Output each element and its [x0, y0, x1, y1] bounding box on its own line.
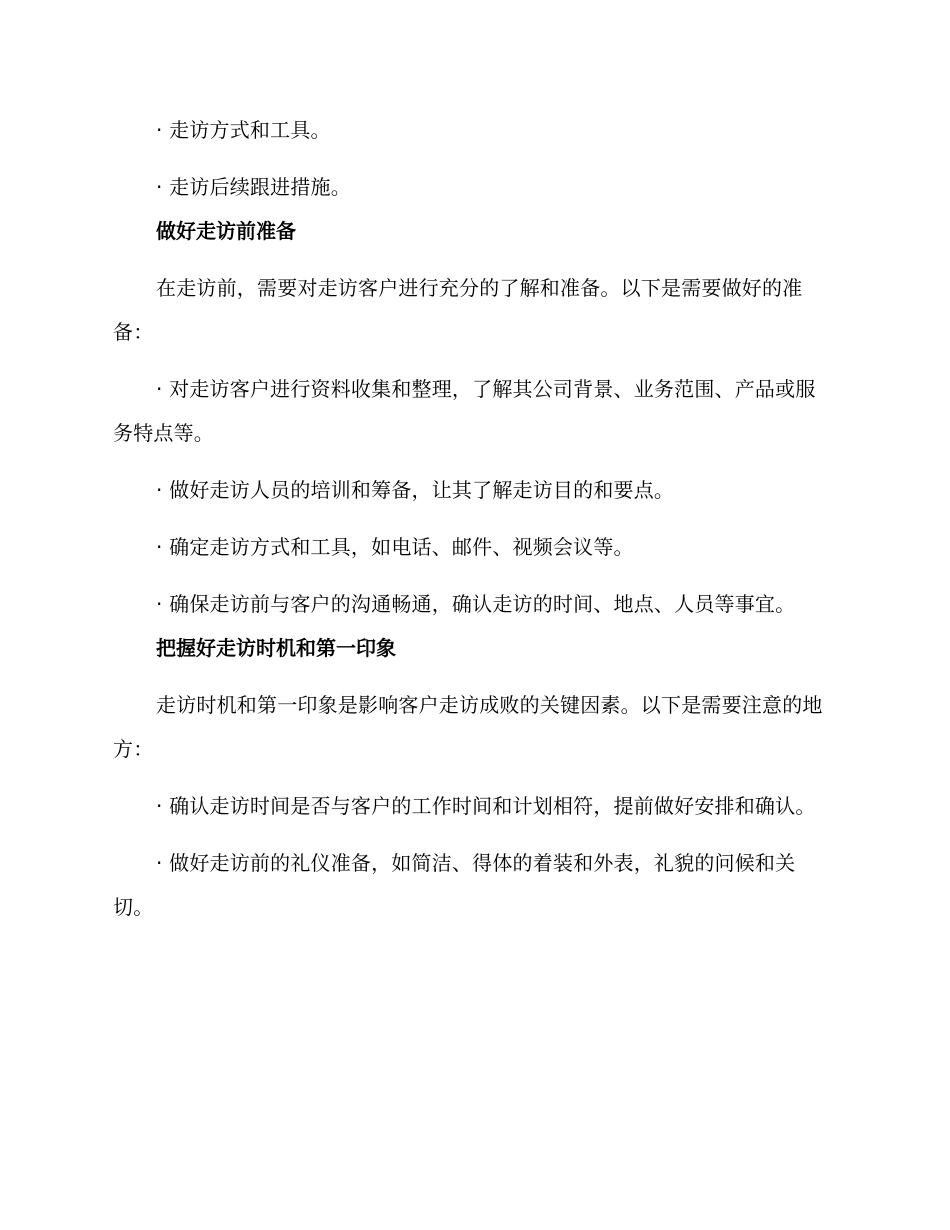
bullet-item: · 走访方式和工具。: [156, 118, 331, 142]
bullet-item: · 对走访客户进行资料收集和整理，了解其公司背景、业务范围、产品或服务特点等。: [113, 377, 816, 445]
bullet-item: · 确保走访前与客户的沟通畅通，确认走访的时间、地点、人员等事宜。: [156, 592, 796, 616]
bullet-item: · 走访后续跟进措施。: [156, 175, 351, 199]
document-body: [113, 108, 833, 929]
section-heading: 做好走访前准备: [156, 219, 296, 243]
paragraph: 走访时机和第一印象是影响客户走访成败的关键因素。以下是需要注意的地方：: [113, 693, 823, 761]
section-heading: 把握好走访时机和第一印象: [156, 636, 396, 660]
bullet-item: · 确认走访时间是否与客户的工作时间和计划相符，提前做好安排和确认。: [156, 794, 816, 818]
paragraph: 在走访前，需要对走访客户进行充分的了解和准备。以下是需要做好的准备：: [113, 276, 803, 344]
bullet-item: · 做好走访前的礼仪准备，如简洁、得体的着装和外表，礼貌的问候和关切。: [113, 851, 796, 919]
bullet-item: · 确定走访方式和工具，如电话、邮件、视频会议等。: [156, 535, 634, 559]
bullet-item: · 做好走访人员的培训和筹备，让其了解走访目的和要点。: [156, 478, 675, 502]
